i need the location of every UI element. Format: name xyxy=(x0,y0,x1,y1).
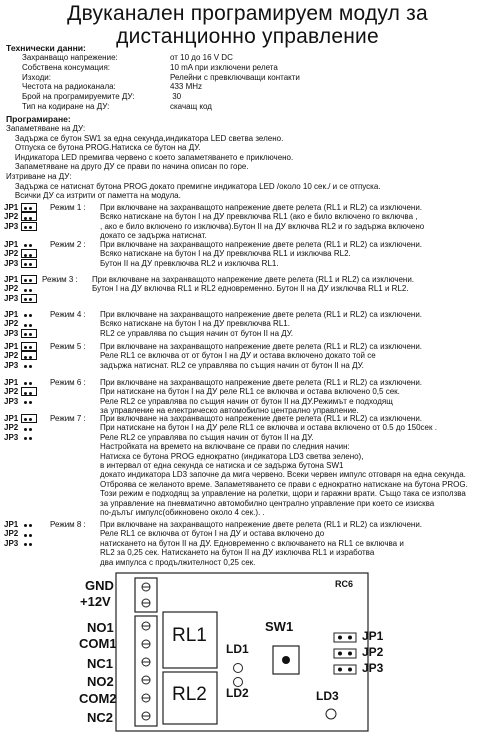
terminal-label-gnd: GND xyxy=(85,578,114,593)
mode-line-text: два импулса с продължителност 0,25 сек. xyxy=(100,557,256,567)
mode-line-text: , ако е било включено го изключва).Бутон II на ДУ включва RL2 и го задържа включено xyxy=(100,221,425,231)
specs-heading: Технически данни: xyxy=(6,43,86,53)
mode-line xyxy=(50,351,422,360)
mode-name: Режим 8 : xyxy=(50,520,86,529)
terminal-label-nc1: NC1 xyxy=(87,656,114,671)
jumper-row xyxy=(4,249,46,258)
mode-line xyxy=(50,203,424,212)
jumper-row xyxy=(4,319,46,328)
mode-name: Режим 7 : xyxy=(50,414,86,423)
jumper-label: JP2 xyxy=(4,351,19,361)
jumper-row xyxy=(4,361,46,370)
programming-line: Запаметяване на друго ДУ се прави по начина описан по горе. xyxy=(6,162,249,172)
mode-line xyxy=(50,508,468,517)
programming-line: Задържа се натиснат бутона PROG докато премигне индикатора LED /около 10 сек./ и се отпуска. xyxy=(6,181,381,191)
mode-line xyxy=(50,414,468,423)
spec-key: Тип на кодиране на ДУ: xyxy=(22,101,110,111)
mode-text xyxy=(50,342,422,370)
jumper-label: JP1 xyxy=(4,310,19,319)
programming-line: Запаметяване на ДУ: xyxy=(6,124,86,133)
relay-rl1-label: RL1 xyxy=(172,625,207,646)
mode-line-text: При включване на захранващото напрежение двете релета (RL1 и RL2) са изключени. xyxy=(100,342,423,351)
jumper-row xyxy=(4,529,46,538)
jumper-label: JP3 xyxy=(4,360,19,370)
programming-line: Задържа се бутон SW1 за една секунда,индикатора LED светва зелено. xyxy=(6,133,284,143)
mode-name: Режим 6 : xyxy=(50,378,86,387)
jumper-closed-icon xyxy=(22,330,32,339)
terminal-label-no2: NO2 xyxy=(87,674,114,689)
spec-key: Изходи: xyxy=(22,72,51,82)
mode-line xyxy=(50,361,422,370)
mode-line-text: При включване на захранващото напрежение двете релета (RL1 и RL2) са изключени. xyxy=(100,378,423,387)
jumper-label: JP2 xyxy=(4,387,19,397)
jumper-open-icon xyxy=(22,398,32,407)
mode-line-text: Отброява се желаното време. Запаметяването се прави с еднократно натискане на бутона PROG. xyxy=(100,479,468,489)
jumper-open-icon xyxy=(22,540,32,549)
mode-line xyxy=(50,548,422,557)
spec-row xyxy=(22,53,300,63)
spec-key: Брой на програмируемите ДУ: xyxy=(22,92,135,102)
jumper-row xyxy=(4,433,46,442)
jumper-row xyxy=(4,203,46,212)
terminal-label-no1: NO1 xyxy=(87,620,114,635)
mode-name: Режим 5 : xyxy=(50,342,86,351)
spec-value: 433 MHz xyxy=(170,82,203,92)
jumper-row xyxy=(4,222,46,231)
jumper-row xyxy=(4,329,46,338)
spec-row xyxy=(22,102,300,112)
mode-line xyxy=(42,284,414,293)
programming-line: Отпуска се бутона PROG.Натиска се бутон на ДУ. xyxy=(6,143,201,153)
mode-line-text: натискането на бутон II на ДУ. Едновременно с включването на RL1 се включва и xyxy=(100,538,404,548)
jumper-label: JP2 xyxy=(4,319,19,329)
mode-line-text: При натискане на бутон I на ДУ реле RL1 се включва и остава включено от 0.5 до 150сек . xyxy=(100,423,437,433)
mode-line-text: При включване на захранващото напрежение двете релета (RL1 и RL2) са изключени. xyxy=(100,203,423,212)
mode-line xyxy=(50,212,424,221)
programming-line: Всички ДУ са изтрити от паметта на модула. xyxy=(6,191,181,201)
mode-line xyxy=(50,480,468,489)
terminal-label-nc2: NC2 xyxy=(87,710,114,725)
switch-sw1-label: SW1 xyxy=(265,619,294,634)
jumper-label: JP1 xyxy=(4,520,19,529)
jumper-settings xyxy=(4,203,46,231)
jumper-label: JP1 xyxy=(4,275,19,284)
jumper-row xyxy=(4,351,46,360)
mode-line-text: Настройката на времето на включване се прави по следния начин: xyxy=(100,442,350,452)
mode-line-text: докато се задържа натиснат. xyxy=(100,231,207,241)
terminal-label-com1: COM1 xyxy=(79,636,117,651)
jumper-closed-icon xyxy=(22,223,32,232)
jumper-open-icon xyxy=(22,434,32,443)
mode-line xyxy=(50,499,468,508)
jumper-row xyxy=(4,310,46,319)
programming-line: Индикатора LED премигва червено с което запаметяването е приключено. xyxy=(6,152,294,162)
jumper-row xyxy=(4,414,46,423)
mode-line-text: задържа натиснат. RL2 се управлява по същия начин от бутон II на ДУ. xyxy=(100,360,364,370)
mode-line xyxy=(50,329,422,338)
jumper-closed-icon xyxy=(22,260,32,269)
spec-value: Релейни с превключващи контакти xyxy=(170,72,300,82)
jumper-row xyxy=(4,294,46,303)
mode-text xyxy=(42,275,414,294)
jumper-settings xyxy=(4,240,46,268)
mode-line-text: Всяко натискане на бутон I на ДУ превключва RL1. xyxy=(100,319,290,329)
mode-line xyxy=(50,489,468,498)
mode-name: Режим 2 : xyxy=(50,240,86,249)
mode-line-text: При включване на захранващото напрежение двете релета (RL1 и RL2) са изключени. xyxy=(100,520,423,529)
spec-value: от 10 до 16 V DC xyxy=(170,53,233,62)
mode-text xyxy=(50,203,424,241)
mode-line-text: Бутон II на ДУ превключва RL2 и изключва RL1. xyxy=(100,258,279,268)
board-jp1-label: JP1 xyxy=(362,629,384,643)
led-ld1-label: LD1 xyxy=(226,642,249,656)
mode-line-text: за управление на пневматично автомобилно централно управление при което се изисква xyxy=(100,498,435,508)
mode-line xyxy=(50,387,422,396)
jumper-row xyxy=(4,240,46,249)
mode-line xyxy=(50,259,422,268)
programming-line: Изтриване на ДУ: xyxy=(6,171,72,181)
programming-steps xyxy=(6,124,381,201)
mode-line-text: докато индикатора LD3 започне да мига червено. Всеки червен импулс отговаря на една секунда. xyxy=(100,470,466,480)
led-ld3-label: LD3 xyxy=(316,689,339,703)
mode-line xyxy=(50,470,468,479)
jumper-open-icon xyxy=(22,362,32,371)
mode-text xyxy=(50,414,468,517)
mode-line-text: за управление на електрическо автомобилно централно управление. xyxy=(100,406,359,416)
mode-line xyxy=(50,423,468,432)
spec-key: Честота на радиоканала: xyxy=(22,82,116,92)
relay-rl2-label: RL2 xyxy=(172,684,207,705)
mode-text xyxy=(50,310,422,338)
mode-line-text: в интервал от една секунда се натиска и се задържа бутона SW1 xyxy=(100,460,344,470)
jumper-label: JP2 xyxy=(4,423,19,433)
mode-line-text: Всяко натискане на бутон I на ДУ превключва RL1 (ако е било включено го включва , xyxy=(100,212,418,222)
jumper-label: JP2 xyxy=(4,284,19,294)
jumper-settings xyxy=(4,414,46,442)
mode-line-text: При включване на захранващото напрежение двете релета (RL1 и RL2) са изключени. xyxy=(100,240,423,249)
mode-line-text: При натискане на бутон I на ДУ реле RL1 се включва и остава включено 0,5 сек. xyxy=(100,387,400,397)
mode-line xyxy=(50,452,468,461)
mode-line-text: Натиска се бутона PROG еднократно (индикатора LD3 светва зелено), xyxy=(100,451,364,461)
jumper-label: JP3 xyxy=(4,328,19,338)
page-title-line1: Двуканален програмируем модул за xyxy=(67,2,428,25)
mode-line xyxy=(50,433,468,442)
jumper-label: JP3 xyxy=(4,221,19,231)
spec-value: 30 xyxy=(170,92,182,102)
jumper-row xyxy=(4,275,46,284)
jumper-row xyxy=(4,520,46,529)
jumper-label: JP1 xyxy=(4,414,19,423)
jumper-label: JP3 xyxy=(4,538,19,548)
spec-row xyxy=(22,92,300,102)
jumper-label: JP3 xyxy=(4,293,19,303)
jumper-label: JP3 xyxy=(4,258,19,268)
mode-line-text: Реле RL2 се управлява по същия начин от бутон II на ДУ.Режимът е подходящ xyxy=(100,396,393,406)
jumper-label: JP2 xyxy=(4,249,19,259)
mode-name: Режим 4 : xyxy=(50,310,86,319)
programming-heading: Програмиране: xyxy=(6,114,71,124)
spec-row xyxy=(22,63,300,73)
jumper-label: JP3 xyxy=(4,432,19,442)
jumper-label: JP2 xyxy=(4,529,19,539)
mode-line xyxy=(50,378,422,387)
mode-name: Режим 3 : xyxy=(42,275,78,284)
jumper-row xyxy=(4,378,46,387)
mode-line-text: При включване на захранващото напрежение двете релета (RL1 и RL2) са изключени. xyxy=(100,414,423,423)
mode-line xyxy=(50,240,422,249)
mode-line-text: Бутон I на ДУ включва RL1 и RL2 едновременно. Бутон II на ДУ изключва RL1 и RL2. xyxy=(92,284,409,294)
spec-value: 10 mA при изключени релета xyxy=(170,62,278,72)
spec-row xyxy=(22,73,300,83)
mode-line-text: Този режим е подходящ за управление на ролетки, щори и гаражни врати. Също така се използва xyxy=(100,489,466,499)
mode-line-text: Реле RL2 се управлява по същия начин от бутон II на ДУ. xyxy=(100,432,314,442)
mode-line xyxy=(50,461,468,470)
jumper-row xyxy=(4,212,46,221)
jumper-row xyxy=(4,387,46,396)
jumper-settings xyxy=(4,342,46,370)
board-model-label: RC6 xyxy=(335,579,354,589)
mode-line-text: При включване на захранващото напрежение двете релета (RL1 и RL2) са изключени. xyxy=(92,275,415,284)
jumper-settings xyxy=(4,275,46,303)
mode-line xyxy=(50,342,422,351)
jumper-closed-icon xyxy=(22,295,32,304)
board-jp2-label: JP2 xyxy=(362,645,384,659)
mode-line xyxy=(50,310,422,319)
jumper-label: JP1 xyxy=(4,342,19,351)
terminal-label-com2: COM2 xyxy=(79,691,117,706)
mode-line-text: Реле RL1 се включва от бутон I на ДУ и остава включено до xyxy=(100,529,325,539)
jumper-row xyxy=(4,423,46,432)
board-jp3-label: JP3 xyxy=(362,661,384,675)
jumper-settings xyxy=(4,310,46,338)
jumper-settings xyxy=(4,378,46,406)
spec-value: скачащ код xyxy=(170,101,212,111)
specs-list xyxy=(22,53,300,112)
spec-key: Собствена консумация: xyxy=(22,62,111,72)
mode-line xyxy=(50,397,422,406)
mode-line-text: RL2 за 0,25 сек. Натискането на бутон II на ДУ изключва RL1 и изработва xyxy=(100,548,375,558)
mode-line xyxy=(42,275,414,284)
mode-line-text: RL2 се управлява по същия начин от бутон II на ДУ. xyxy=(100,328,294,338)
jumper-row xyxy=(4,259,46,268)
jumper-row xyxy=(4,397,46,406)
mode-line-text: Всяко натискане на бутон I на ДУ превключва RL1 и изключва RL2. xyxy=(100,249,351,259)
jumper-label: JP1 xyxy=(4,378,19,387)
mode-line-text: При включване на захранващото напрежение двете релета (RL1 и RL2) са изключени. xyxy=(100,310,423,319)
spec-key: Захранващо напрежение: xyxy=(22,53,118,62)
terminal-label-12v: +12V xyxy=(80,594,111,609)
page-title-line2: дистанционно управление xyxy=(116,25,379,48)
jumper-row xyxy=(4,539,46,548)
jumper-row xyxy=(4,284,46,293)
led-ld2-label: LD2 xyxy=(226,686,249,700)
spec-row xyxy=(22,82,300,92)
mode-line xyxy=(50,249,422,258)
mode-line-text: по-дълъг импулс(обикновено около 4 сек.). . xyxy=(100,507,265,517)
jumper-label: JP1 xyxy=(4,240,19,249)
mode-line xyxy=(50,222,424,231)
jumper-label: JP1 xyxy=(4,203,19,212)
mode-text xyxy=(50,240,422,268)
jumper-label: JP3 xyxy=(4,396,19,406)
jumper-row xyxy=(4,342,46,351)
mode-text xyxy=(50,378,422,416)
mode-line xyxy=(50,529,422,538)
mode-line xyxy=(50,442,468,451)
mode-line xyxy=(50,539,422,548)
jumper-settings xyxy=(4,520,46,548)
mode-name: Режим 1 : xyxy=(50,203,86,212)
jumper-label: JP2 xyxy=(4,212,19,222)
mode-line-text: Реле RL1 се включва от от бутон I на ДУ и остава включено докато той се xyxy=(100,351,376,361)
mode-line xyxy=(50,319,422,328)
mode-line xyxy=(50,520,422,529)
